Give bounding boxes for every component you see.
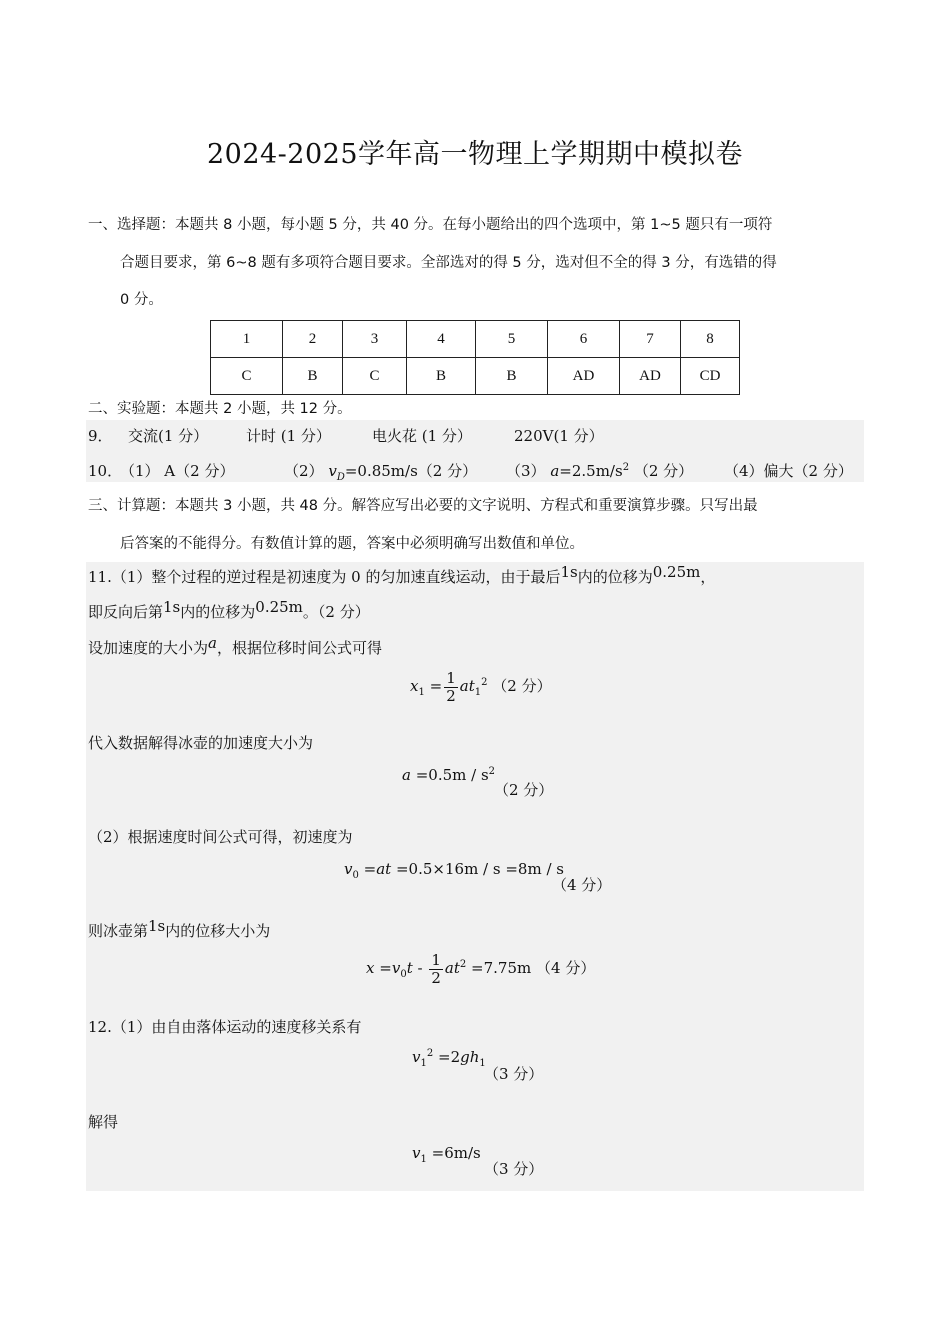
eq-fraction bbox=[429, 952, 443, 986]
q12-eq2-score: （3 分） bbox=[484, 1160, 544, 1178]
eq-var: x bbox=[410, 677, 419, 695]
table-row bbox=[211, 321, 740, 358]
q11-eq2 bbox=[402, 766, 495, 784]
eq-term: at bbox=[459, 677, 475, 695]
eq-sup: 2 bbox=[426, 1048, 434, 1059]
q9-answer-4: 220V(1 分） bbox=[514, 427, 604, 445]
table-cell: 6 bbox=[548, 321, 620, 358]
table-cell: AD bbox=[620, 358, 681, 395]
q11-l1-time: 1s bbox=[560, 563, 578, 581]
q11-eq3 bbox=[344, 860, 564, 881]
section3-line2: 后答案的不能得分。有数值计算的题，答案中必须明确写出数值和单位。 bbox=[120, 536, 584, 552]
q11-l6-text-c: 内的位移大小为 bbox=[165, 922, 271, 940]
table-cell: 1 bbox=[211, 321, 283, 358]
q11-line2 bbox=[88, 598, 370, 622]
page-title: 2024-2025学年高一物理上学期期中模拟卷 bbox=[206, 139, 744, 170]
q11-line3 bbox=[88, 634, 382, 658]
eq-sub: 1 bbox=[474, 687, 482, 698]
q11-l1-disp: 0.25m bbox=[652, 563, 701, 581]
eq-sign: = bbox=[379, 959, 392, 977]
q11-l2-text-c: 内的位移为 bbox=[180, 603, 256, 621]
eq-sup: 2 bbox=[488, 766, 496, 777]
eq-term: at bbox=[444, 959, 460, 977]
q10-part3-value: =2.5m/s bbox=[559, 462, 623, 480]
answer-table bbox=[210, 320, 740, 395]
q11-l3-text-c: ，根据位移时间公式可得 bbox=[216, 639, 382, 657]
table-cell: B bbox=[283, 358, 343, 395]
q11-eq3-score: （4 分） bbox=[552, 876, 612, 894]
table-cell: 2 bbox=[283, 321, 343, 358]
frac-numerator: 1 bbox=[446, 669, 456, 687]
q12-line2: 解得 bbox=[88, 1113, 119, 1131]
q11-l6-time: 1s bbox=[148, 917, 166, 935]
eq-score: （4 分） bbox=[536, 959, 596, 977]
table-cell: CD bbox=[681, 358, 740, 395]
eq-term: gh bbox=[460, 1048, 480, 1066]
eq-var: t bbox=[406, 959, 413, 977]
eq-var: v bbox=[344, 860, 353, 878]
frac-numerator: 1 bbox=[431, 951, 441, 969]
section1-line2: 合题目要求，第 6~8 题有多项符合题目要求。全部选对的得 5 分，选对但不全的得 3 分，有选错的得 bbox=[120, 255, 777, 271]
q11-l1-text-a: 11.（1）整个过程的逆过程是初速度为 0 的匀加速直线运动，由于最后 bbox=[88, 568, 561, 586]
q11-eq1 bbox=[410, 670, 552, 704]
q10-part2-label: （2） bbox=[284, 462, 324, 480]
q9-answer-2: 计时 (1 分） bbox=[246, 427, 331, 445]
eq-minus: - bbox=[417, 959, 423, 977]
q12-line1: 12.（1）由自由落体运动的速度移关系有 bbox=[88, 1018, 362, 1036]
q10-part3 bbox=[506, 460, 693, 481]
table-cell: B bbox=[476, 358, 548, 395]
frac-denominator: 2 bbox=[446, 686, 456, 705]
table-cell: 4 bbox=[407, 321, 476, 358]
q10-part2-value: =0.85m/s（2 分） bbox=[344, 462, 478, 480]
q10-sub-d: D bbox=[336, 472, 345, 483]
eq-body: =2 bbox=[438, 1048, 461, 1066]
eq-body: =6m/s bbox=[431, 1144, 481, 1162]
eq-sub: 0 bbox=[400, 969, 407, 980]
eq-sub: 1 bbox=[420, 1058, 427, 1069]
eq-var: v bbox=[412, 1144, 421, 1162]
q10-part3-label: （3） bbox=[506, 462, 546, 480]
q11-l2-text-e: 。（2 分） bbox=[302, 603, 370, 621]
section2-heading: 二、实验题：本题共 2 小题，共 12 分。 bbox=[88, 401, 352, 417]
q10-var-a: a bbox=[550, 462, 560, 480]
eq-fraction bbox=[444, 670, 458, 704]
q11-l6-text-a: 则冰壶第 bbox=[88, 922, 149, 940]
q11-line1 bbox=[88, 563, 716, 587]
eq-body: =0.5m / s bbox=[415, 766, 489, 784]
eq-sup: 2 bbox=[459, 959, 467, 970]
q10-sup-2: 2 bbox=[622, 462, 630, 473]
q11-line5: （2）根据速度时间公式可得，初速度为 bbox=[88, 828, 353, 846]
table-cell: C bbox=[211, 358, 283, 395]
eq-var: v bbox=[391, 959, 401, 977]
eq-sign: = bbox=[363, 860, 377, 878]
q11-l1-text-c: 内的位移为 bbox=[577, 568, 653, 586]
table-cell: 3 bbox=[343, 321, 407, 358]
table-cell: AD bbox=[548, 358, 620, 395]
section1-line3: 0 分。 bbox=[120, 292, 163, 308]
q11-l2-time: 1s bbox=[163, 598, 181, 616]
eq-sub: 1 bbox=[420, 1154, 427, 1165]
q10-var-v: v bbox=[328, 462, 337, 480]
eq-sub: 1 bbox=[418, 687, 425, 698]
q11-line4: 代入数据解得冰壶的加速度大小为 bbox=[88, 734, 314, 752]
table-cell: 8 bbox=[681, 321, 740, 358]
eq-var: a bbox=[402, 766, 411, 784]
eq-var: v bbox=[412, 1048, 421, 1066]
table-row bbox=[211, 358, 740, 395]
q10-part3-score: （2 分） bbox=[633, 462, 694, 480]
eq-term: at bbox=[376, 860, 392, 878]
frac-denominator: 2 bbox=[431, 968, 441, 987]
table-cell: B bbox=[407, 358, 476, 395]
eq-sup: 2 bbox=[481, 677, 488, 688]
q10-part4: （4）偏大（2 分） bbox=[724, 462, 853, 480]
section1-line1: 一、选择题：本题共 8 小题，每小题 5 分，共 40 分。在每小题给出的四个选项中，第 1~5 题只有一项符 bbox=[88, 217, 773, 233]
q12-eq1 bbox=[412, 1048, 486, 1069]
eq-sign: = bbox=[429, 677, 443, 695]
q11-eq4 bbox=[366, 952, 595, 986]
eq-var: x bbox=[366, 959, 375, 977]
q10-part2 bbox=[284, 460, 477, 483]
eq-sub: 1 bbox=[479, 1058, 486, 1069]
q11-l3-var-a: a bbox=[208, 634, 217, 652]
section3-line1: 三、计算题：本题共 3 小题，共 48 分。解答应写出必要的文字说明、方程式和重要演算步骤。只写出最 bbox=[88, 498, 758, 514]
q9-answer-1: 交流(1 分） bbox=[128, 427, 209, 445]
q12-eq1-score: （3 分） bbox=[484, 1065, 544, 1083]
q11-l1-text-e: ， bbox=[700, 568, 716, 586]
q10-number: 10． bbox=[88, 462, 123, 480]
eq-body: =0.5×16m / s =8m / s bbox=[395, 860, 564, 878]
q12-eq2 bbox=[412, 1144, 481, 1165]
q9-number: 9． bbox=[88, 427, 113, 445]
table-cell: C bbox=[343, 358, 407, 395]
table-cell: 7 bbox=[620, 321, 681, 358]
q11-l2-text-a: 即反向后第 bbox=[88, 603, 164, 621]
q11-eq2-score: （2 分） bbox=[494, 781, 554, 799]
eq-body: =7.75m bbox=[471, 959, 532, 977]
q11-l3-text-a: 设加速度的大小为 bbox=[88, 639, 209, 657]
q9-answer-3: 电火花 (1 分） bbox=[372, 427, 472, 445]
q10-part1: （1） A（2 分） bbox=[120, 462, 235, 480]
q11-l2-disp: 0.25m bbox=[255, 598, 303, 616]
eq-score: （2 分） bbox=[492, 677, 552, 695]
table-cell: 5 bbox=[476, 321, 548, 358]
eq-sub: 0 bbox=[352, 870, 359, 881]
q11-line6 bbox=[88, 917, 271, 941]
